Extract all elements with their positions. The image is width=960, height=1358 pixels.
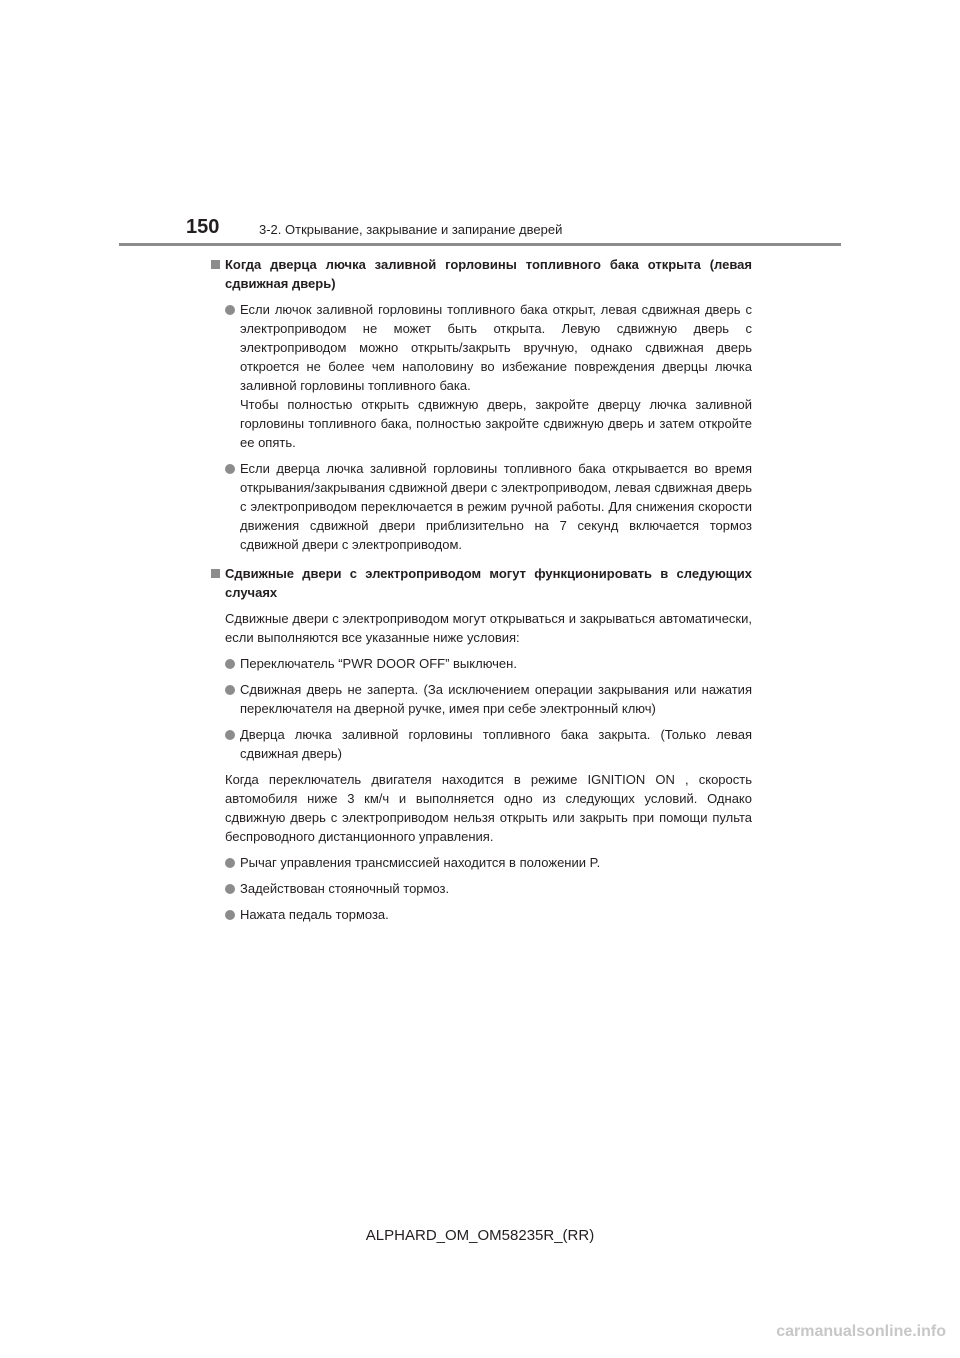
bullet-text: Если дверца лючка заливной горловины топливного бака открывается во время открывания/закрывания сдвижной двери с электроприводом, левая сдвижная дверь с электроприводом переключается в режим ручной работы. Для снижения скорости движения сдвижной двери приблизительно на 7 секунд включается тормоз сдвижной двери с электроприводом. — [240, 461, 752, 552]
circle-bullet-icon — [225, 659, 235, 669]
section-heading — [210, 564, 752, 602]
circle-bullet-icon — [225, 884, 235, 894]
section-heading — [210, 255, 752, 293]
page-number: 150 — [186, 216, 220, 238]
bullet-text: Чтобы полностью открыть сдвижную дверь, закройте дверцу лючка заливной горловины топливного бака, полностью закройте сдвижную дверь и затем откройте ее опять. — [240, 397, 752, 450]
circle-bullet-icon — [225, 730, 235, 740]
bullet-text: Если лючок заливной горловины топливного бака открыт, левая сдвижная дверь с электроприводом не может быть открыта. Левую сдвижную дверь с электроприводом можно открыть/закрыть вручную, однако сдвижная дверь откроется не более чем наполовину во избежание повреждения дверцы лючка заливной горловины топливного бака. — [240, 302, 752, 393]
bullet-text: Дверца лючка заливной горловины топливного бака закрыта. (Только левая сдвижная дверь) — [240, 727, 752, 761]
header-divider — [119, 243, 841, 246]
square-bullet-icon — [211, 569, 220, 578]
square-bullet-icon — [211, 260, 220, 269]
document-id: ALPHARD_OM_OM58235R_(RR) — [365, 1227, 595, 1244]
bullet-text: Переключатель “PWR DOOR OFF” выключен. — [240, 656, 517, 671]
list-item — [225, 725, 752, 763]
bullet-text: Рычаг управления трансмиссией находится в положении P. — [240, 855, 601, 870]
circle-bullet-icon — [225, 910, 235, 920]
list-item — [225, 654, 752, 673]
bullet-text: Задействован стояночный тормоз. — [240, 881, 450, 896]
section-title: 3-2. Открывание, закрывание и запирание дверей — [259, 222, 563, 237]
circle-bullet-icon — [225, 685, 235, 695]
circle-bullet-icon — [225, 464, 235, 474]
circle-bullet-icon — [225, 858, 235, 868]
section-heading-text: Сдвижные двери с электроприводом могут функционировать в следующих случаях — [225, 566, 752, 600]
bullet-text: Нажата педаль тормоза. — [240, 907, 389, 922]
page-content — [210, 255, 752, 931]
body-paragraph: Сдвижные двери с электроприводом могут открываться и закрываться автоматически, если выполняются все указанные ниже условия: — [225, 611, 752, 645]
circle-bullet-icon — [225, 305, 235, 315]
list-item — [225, 905, 752, 924]
list-item — [225, 853, 752, 872]
list-item — [225, 459, 752, 554]
bullet-text: Сдвижная дверь не заперта. (За исключением операции закрывания или нажатия переключателя на дверной ручке, имея при себе электронный ключ) — [240, 682, 752, 716]
body-paragraph: Когда переключатель двигателя находится в режиме IGNITION ON , скорость автомобиля ниже 3 км/ч и выполняется одно из следующих условий. Однако сдвижную дверь с электроприводом нельзя открыть или закрыть при помощи пульта беспроводного дистанционного управления. — [225, 772, 752, 844]
list-item — [225, 300, 752, 452]
section-heading-text: Когда дверца лючка заливной горловины топливного бака открыта (левая сдвижная дверь) — [225, 257, 752, 291]
list-item — [225, 680, 752, 718]
list-item — [225, 879, 752, 898]
watermark[interactable]: carmanualsonline.info — [776, 1323, 946, 1340]
